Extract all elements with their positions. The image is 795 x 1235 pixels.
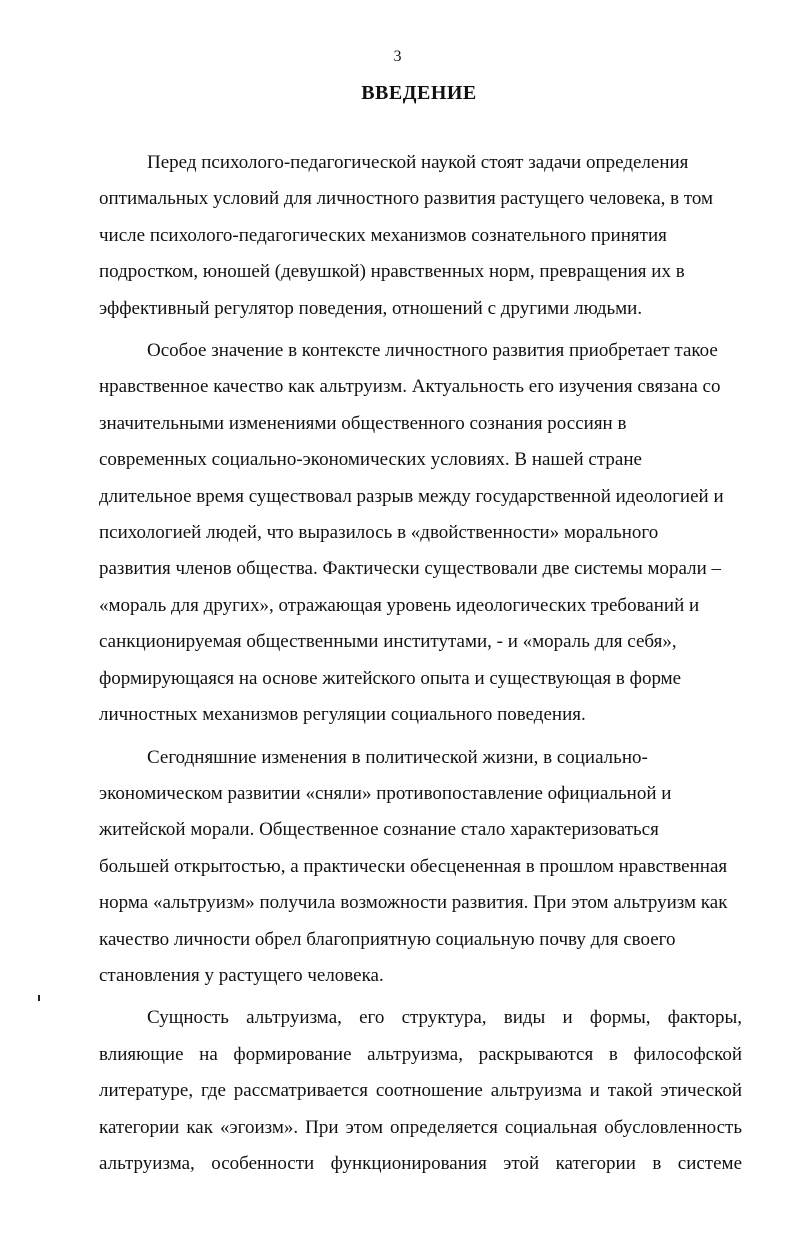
text-line: становления у растущего человека.: [99, 964, 384, 986]
text-line: санкционируемая общественными институтами, - и «мораль для себя»,: [99, 631, 677, 653]
text-line: категории как «эгоизм». При этом определяется социальная обусловленность: [99, 1116, 742, 1138]
text-line: Перед психолого-педагогической наукой стоят задачи определения: [147, 152, 689, 173]
text-line: «мораль для других», отражающая уровень идеологических требований и: [99, 594, 700, 616]
text-line: формирующаяся на основе житейского опыта и существующая в форме: [99, 667, 682, 689]
text-line: качество личности обрел благоприятную социальную почву для своего: [99, 928, 676, 950]
text-line: психологией людей, что выразилось в «двойственности» морального: [99, 522, 659, 544]
paragraph-3: [99, 740, 742, 995]
text-line: личностных механизмов регуляции социального поведения.: [99, 704, 586, 726]
scan-artifact-mark: [38, 995, 40, 1001]
text-line: Сущность альтруизма, его структура, виды и формы, факторы,: [147, 1007, 742, 1029]
text-line: числе психолого-педагогических механизмов сознательного принятия: [99, 224, 667, 246]
text-line: эффективный регулятор поведения, отношений с другими людьми.: [99, 297, 643, 319]
text-line: литературе, где рассматривается соотношение альтруизма и такой этической: [99, 1080, 742, 1102]
text-line: Особое значение в контексте личностного развития приобретает такое: [147, 340, 718, 362]
text-line: оптимальных условий для личностного развития растущего человека, в том: [99, 188, 714, 210]
text-line: значительными изменениями общественного сознания россиян в: [99, 412, 627, 434]
paragraph-1: [99, 145, 742, 327]
section-heading: ВВЕДЕНИЕ: [361, 82, 477, 104]
text-line: житейской морали. Общественное сознание стало характеризоваться: [99, 819, 659, 841]
text-line: развития членов общества. Фактически существовали две системы морали –: [99, 558, 721, 580]
body-text: [99, 145, 742, 1188]
text-line: норма «альтруизм» получила возможности развития. При этом альтруизм как: [99, 892, 728, 914]
text-line: современных социально-экономических условиях. В нашей стране: [99, 449, 642, 471]
page-number: 3: [393, 48, 402, 65]
text-line: экономическом развитии «сняли» противопоставление официальной и: [99, 782, 672, 804]
text-line: альтруизма, особенности функционирования этой категории в системе: [99, 1152, 742, 1174]
text-line: влияющие на формирование альтруизма, раскрываются в философской: [99, 1043, 742, 1065]
text-line: большей открытостью, а практически обесцененная в прошлом нравственная: [99, 855, 728, 877]
paragraph-4: [99, 1000, 742, 1182]
text-line: подростком, юношей (девушкой) нравственных норм, превращения их в: [99, 261, 685, 283]
paragraph-2: [99, 333, 742, 733]
text-line: нравственное качество как альтруизм. Актуальность его изучения связана со: [99, 376, 721, 398]
text-line: Сегодняшние изменения в политической жизни, в социально-: [147, 746, 648, 768]
text-line: длительное время существовал разрыв между государственной идеологией и: [99, 485, 724, 507]
